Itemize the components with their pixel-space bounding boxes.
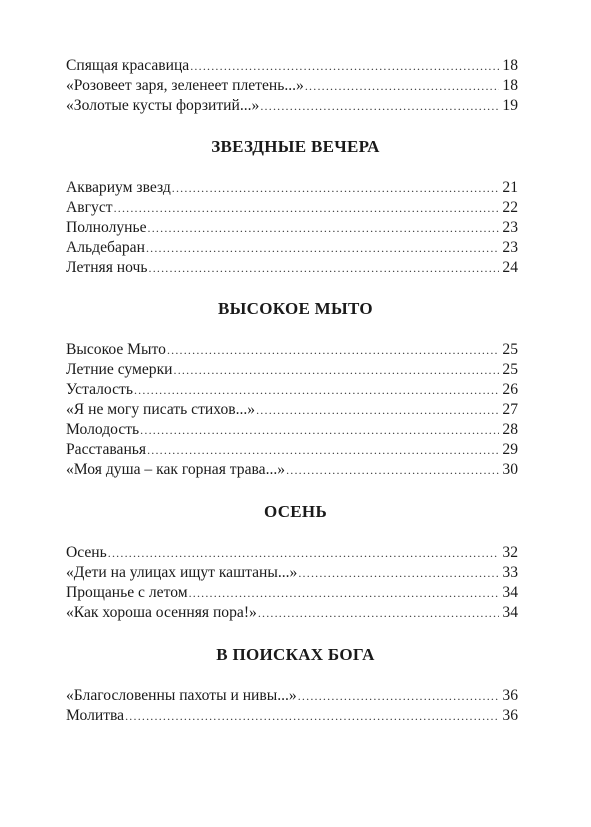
entry-title: Молитва [66, 707, 125, 724]
entry-page: 23 [502, 219, 518, 236]
dot-leader [189, 583, 499, 603]
toc-section-2 [66, 340, 518, 480]
dot-leader [147, 440, 499, 460]
entry-page: 23 [502, 239, 518, 256]
entry-page: 32 [502, 544, 518, 561]
toc-entry[interactable] [66, 258, 518, 278]
dot-leader [190, 56, 499, 76]
entry-page: 28 [502, 421, 518, 438]
entry-page: 26 [502, 381, 518, 398]
dot-leader [134, 380, 499, 400]
entry-title: Спящая красавица [66, 57, 190, 74]
dot-leader [260, 96, 499, 116]
toc-entry[interactable] [66, 380, 518, 400]
dot-leader [174, 360, 499, 380]
section-heading: ЗВЕЗДНЫЕ ВЕЧЕРА [211, 137, 380, 156]
dot-leader [298, 686, 499, 706]
entry-page: 21 [502, 179, 518, 196]
dot-leader [258, 603, 499, 623]
dot-leader [146, 238, 499, 258]
dot-leader [305, 76, 499, 96]
toc-section-0 [66, 56, 518, 116]
dot-leader [148, 218, 499, 238]
entry-page: 36 [502, 707, 518, 724]
entry-page: 29 [502, 441, 518, 458]
entry-page: 36 [502, 687, 518, 704]
toc-entry[interactable] [66, 76, 518, 96]
entry-title: «Я не могу писать стихов...» [66, 401, 256, 418]
entry-title: Август [66, 199, 113, 216]
entry-title: «Благословенны пахоты и нивы...» [66, 687, 297, 704]
entry-page: 18 [502, 77, 518, 94]
section-heading: ОСЕНЬ [263, 502, 327, 521]
toc-entry[interactable] [66, 603, 518, 623]
entry-title: Усталость [66, 381, 133, 398]
entry-page: 22 [502, 199, 518, 216]
entry-page: 19 [502, 97, 518, 114]
toc-entry[interactable] [66, 706, 518, 726]
dot-leader [114, 198, 499, 218]
entry-page: 34 [502, 584, 518, 601]
entry-page: 25 [502, 361, 518, 378]
entry-page: 33 [502, 564, 518, 581]
toc-entry[interactable] [66, 440, 518, 460]
entry-title: Осень [66, 544, 107, 561]
entry-page: 18 [502, 57, 518, 74]
entry-title: Аквариум звезд [66, 179, 171, 196]
entry-page: 25 [502, 341, 518, 358]
toc-entry[interactable] [66, 198, 518, 218]
entry-title: Высокое Мыто [66, 341, 166, 358]
dot-leader [125, 706, 499, 726]
toc-section-4 [66, 686, 518, 726]
toc-section-1 [66, 178, 518, 278]
entry-page: 34 [502, 604, 518, 621]
toc-entry[interactable] [66, 583, 518, 603]
entry-page: 27 [502, 401, 518, 418]
toc-entry[interactable] [66, 56, 518, 76]
entry-title: Летняя ночь [66, 259, 148, 276]
dot-leader [298, 563, 499, 583]
toc-entry[interactable] [66, 218, 518, 238]
dot-leader [140, 420, 499, 440]
entry-title: «Моя душа – как горная трава...» [66, 461, 286, 478]
entry-title: «Золотые кусты форзитий...» [66, 97, 260, 114]
entry-title: Молодость [66, 421, 140, 438]
entry-title: Прощанье с летом [66, 584, 188, 601]
toc-entry[interactable] [66, 420, 518, 440]
toc-entry[interactable] [66, 96, 518, 116]
entry-title: Альдебаран [66, 239, 145, 256]
section-heading: В ПОИСКАХ БОГА [216, 645, 375, 664]
dot-leader [286, 460, 499, 480]
dot-leader [256, 400, 499, 420]
toc-entry[interactable] [66, 460, 518, 480]
entry-title: «Дети на улицах ищут каштаны...» [66, 564, 298, 581]
entry-title: «Розовеет заря, зеленеет плетень...» [66, 77, 304, 94]
entry-title: «Как хороша осенняя пора!» [66, 604, 257, 621]
dot-leader [172, 178, 499, 198]
toc-entry[interactable] [66, 563, 518, 583]
entry-title: Летние сумерки [66, 361, 173, 378]
section-heading: ВЫСОКОЕ МЫТО [218, 299, 373, 318]
toc-entry[interactable] [66, 686, 518, 706]
dot-leader [149, 258, 500, 278]
dot-leader [108, 543, 499, 563]
entry-title: Расставанья [66, 441, 147, 458]
toc-entry[interactable] [66, 178, 518, 198]
toc-entry[interactable] [66, 340, 518, 360]
toc-section-3 [66, 543, 518, 623]
entry-page: 30 [502, 461, 518, 478]
toc-entry[interactable] [66, 543, 518, 563]
dot-leader [167, 340, 499, 360]
toc-entry[interactable] [66, 238, 518, 258]
toc-entry[interactable] [66, 400, 518, 420]
entry-title: Полнолунье [66, 219, 147, 236]
toc-entry[interactable] [66, 360, 518, 380]
entry-page: 24 [502, 259, 518, 276]
